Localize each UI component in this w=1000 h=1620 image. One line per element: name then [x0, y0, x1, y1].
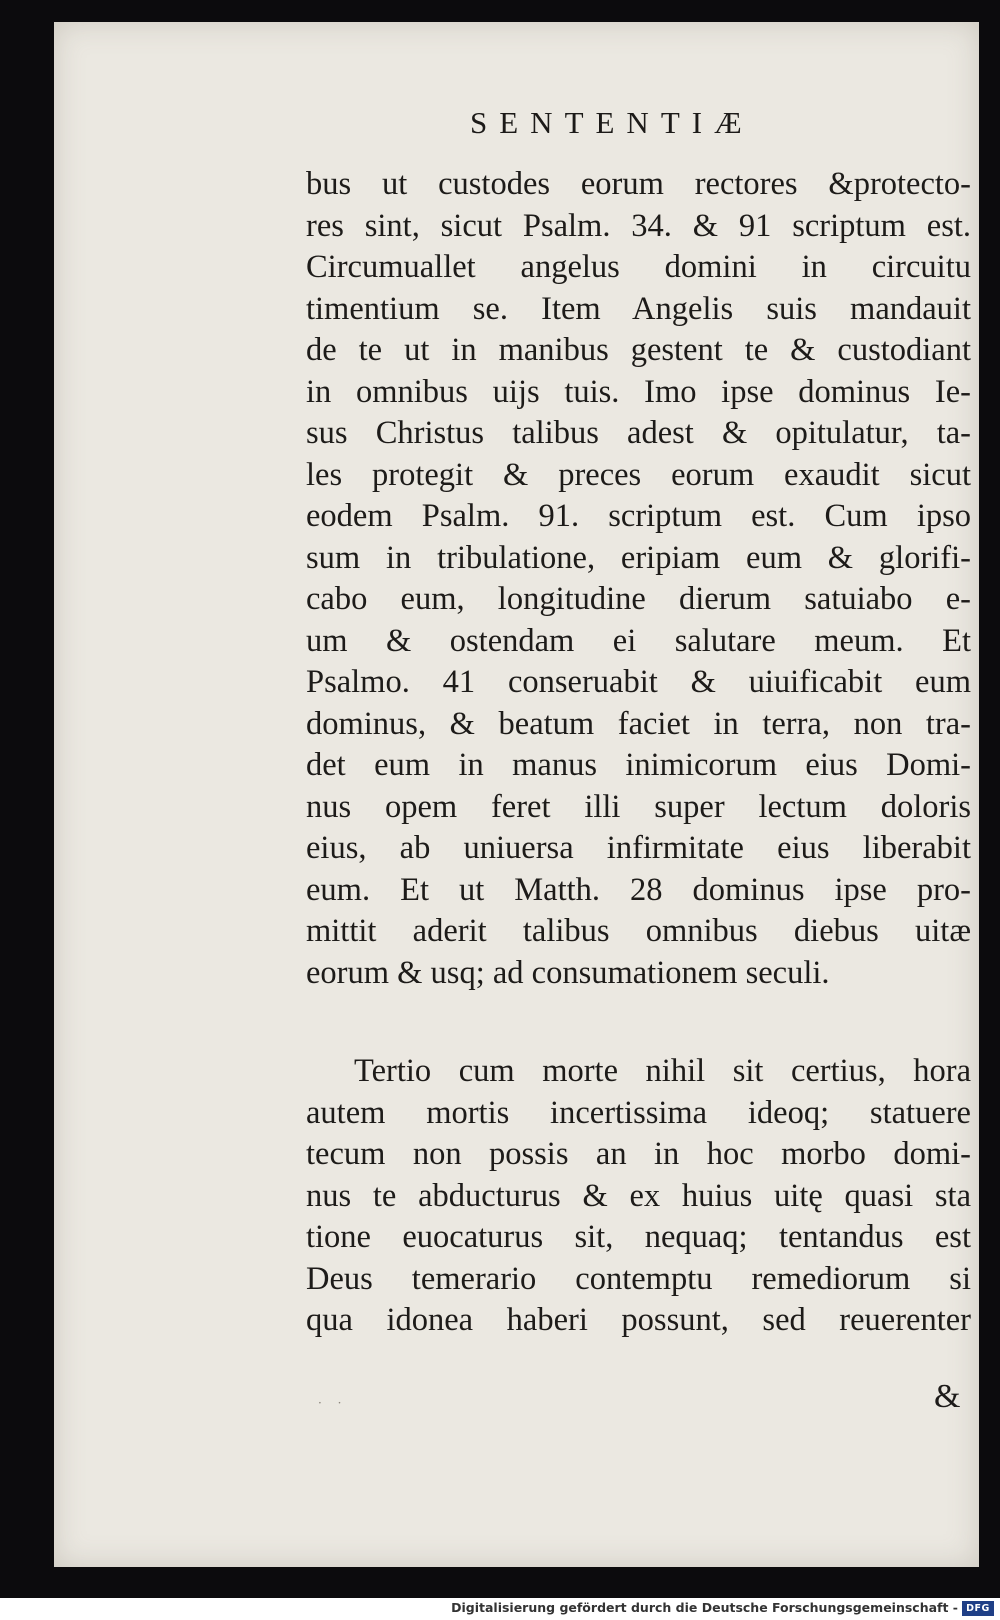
text-line: eodem Psalm. 91. scriptum est. Cum ipso: [306, 498, 971, 534]
text-line: nus te abducturus & ex huius uitę quasi sta: [306, 1177, 971, 1214]
text-line: tecum non possis an in hoc morbo domi-: [306, 1136, 971, 1172]
text-line: res sint, sicut Psalm. 34. & 91 scriptum est.: [306, 207, 971, 244]
text-line: les protegit & preces eorum exaudit sicut: [306, 456, 971, 493]
text-line: det eum in manus inimicorum eius Domi-: [306, 747, 971, 783]
body-text: [306, 164, 971, 1342]
running-head: SENTENTIÆ: [470, 105, 754, 140]
text-line: de te ut in manibus gestent te & custodiant: [306, 332, 971, 368]
text-line: um & ostendam ei salutare meum. Et: [306, 622, 971, 659]
text-line: mittit aderit talibus omnibus diebus uitæ: [306, 913, 971, 949]
ink-specks: · ·: [318, 1396, 348, 1410]
text-line: nus opem feret illi super lectum doloris: [306, 788, 971, 825]
text-line: sum in tribulatione, eripiam eum & glorifi-: [306, 539, 971, 576]
text-line: Deus temerario contemptu remediorum si: [306, 1260, 971, 1297]
text-line: Psalmo. 41 conseruabit & uiuificabit eum: [306, 664, 971, 700]
text-line: autem mortis incertissima ideoq; statuere: [306, 1094, 971, 1131]
text-line: bus ut custodes eorum rectores &protecto-: [306, 166, 971, 202]
catchword: &: [934, 1378, 961, 1415]
text-line: timentium se. Item Angelis suis mandauit: [306, 290, 971, 327]
text-line: Circumuallet angelus domini in circuitu: [306, 249, 971, 285]
text-line: eorum & usq; ad consumationem seculi.: [306, 954, 830, 991]
text-line: qua idonea haberi possunt, sed reuerenter: [306, 1302, 971, 1338]
text-line: tione euocaturus sit, nequaq; tentandus est: [306, 1219, 971, 1255]
paragraph-1: [306, 164, 971, 994]
text-line: in omnibus uijs tuis. Imo ipse dominus Ie-: [306, 373, 971, 410]
digitization-credit: Digitalisierung gefördert durch die Deutsche Forschungsgemeinschaft -: [451, 1600, 958, 1615]
paragraph-2: [306, 1051, 971, 1342]
dfg-logo-icon: DFG: [962, 1601, 994, 1616]
text-line: cabo eum, longitudine dierum satuiabo e-: [306, 581, 971, 617]
text-line: eius, ab uniuersa infirmitate eius liberabit: [306, 830, 971, 866]
text-line: sus Christus talibus adest & opitulatur, ta-: [306, 415, 971, 451]
text-line: dominus, & beatum faciet in terra, non tra-: [306, 705, 971, 742]
text-line: eum. Et ut Matth. 28 dominus ipse pro-: [306, 871, 971, 908]
text-line: Tertio cum morte nihil sit certius, hora: [354, 1053, 971, 1089]
